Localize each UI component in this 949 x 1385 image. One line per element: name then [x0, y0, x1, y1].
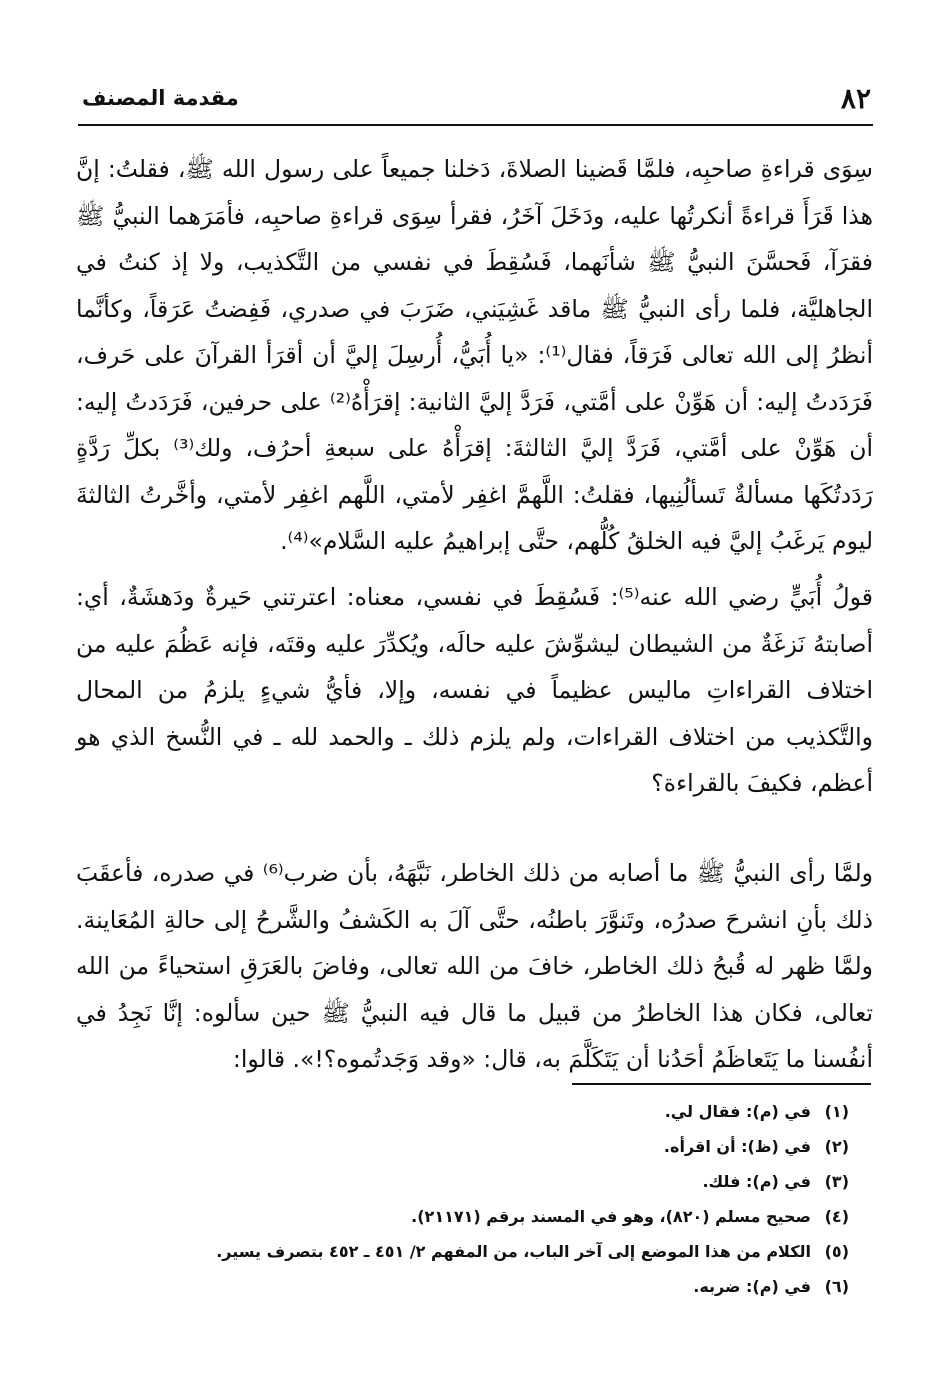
running-title: مقدمة المصنف: [82, 86, 239, 110]
footnote-text: الكلام من هذا الموضع إلى آخر الباب، من المفهم ٢/ ٤٥١ ـ ٤٥٢ بتصرف يسير.: [216, 1242, 811, 1261]
footnote-text: في (م): فلك.: [702, 1172, 811, 1191]
footnotes: [80, 1094, 849, 1304]
footnote-item: [80, 1234, 849, 1269]
footnote-text: في (ظ): أن اقرأه.: [663, 1137, 811, 1156]
main-text: [76, 146, 873, 1083]
footnote-item: [80, 1199, 849, 1234]
footnote-text: في (م): فقال لي.: [664, 1102, 811, 1121]
footnote-number: (٤): [824, 1207, 849, 1226]
footnote-text: في (م): ضربه.: [693, 1277, 811, 1296]
footnote-item: [80, 1164, 849, 1199]
footnote-number: (١): [824, 1102, 849, 1121]
paragraph-hadith: سِوَى قراءةِ صاحبِه، فلمَّا قَضينا الصلاةَ، دَخلنا جميعاً على رسول الله ﷺ، فقلتُ: إنَّ هذا قَرَأَ قراءةً أنكرتُها عليه، ودَخَلَ آخَرُ، فقرأ سِوَى قراءةِ صاحبِه، فأمَرَهما النبيُّ ﷺ فقرَآ، فَحسَّنَ النبيُّ ﷺ شأنَهما، فَسُقِطَ في نفسي من التَّكذيب، ولا إذ كنتُ في الجاهليَّة، فلما رأى النبيُّ ﷺ ماقد غَشِيَني، ضَرَبَ في صدري، فَفِضتُ عَرَقاً، وكأنَّما أنظرُ إلى الله تعالى فَرَقاً، فقال⁽¹⁾: «يا أُبَيُّ، أُرسِلَ إليَّ أن أقرَأ القرآنَ على حَرف، فَرَدَدتُ إليه: أن هَوِّنْ على أمَّتي، فَرَدَّ إليَّ الثانية: إقرَأْهُ⁽²⁾ على حرفين، فَرَدَدتُ إليه: أن هَوِّنْ على أمَّتي، فَرَدَّ إليَّ الثالثةَ: إقرَأْهُ على سبعةِ أحرُف، ولك⁽³⁾ بكلِّ رَدَّةٍ رَدَدتُكَها مسألةٌ تَسألُنِيها، فقلتُ: اللَّهمَّ اغفِر لأمتي، اللَّهم اغفِر لأمتي، وأخَّرتُ الثالثةَ ليوم يَرغَبُ إليَّ فيه الخلقُ كُلُّهم، حتَّى إبراهيمُ عليه السَّلام»⁽⁴⁾.: [76, 155, 874, 555]
footnote-item: [80, 1269, 849, 1304]
footnote-number: (٥): [824, 1242, 849, 1261]
footnote-number: (٢): [824, 1137, 849, 1156]
footnote-number: (٦): [824, 1277, 849, 1296]
footnote-item: [80, 1129, 849, 1164]
footnote-number: (٣): [824, 1172, 849, 1191]
paragraph-commentary: قولُ أُبَيٍّ رضي الله عنه⁽⁵⁾: فَسُقِطَ في نفسي، معناه: اعترتني حَيرةٌ ودَهشَةٌ، أي: أصابتهُ نَزغَةٌ من الشيطان ليشوِّشَ عليه حالَه، ويُكدِّرَ عليه وقتَه، فإنه عَظُمَ عليه من اختلاف القراءاتِ ماليس عظيماً في نفسه، وإلا، فأيُّ شيءٍ يلزمُ من المحال والتَّكذيب من اختلاف القراءات، ولم يلزم ذلك ـ والحمد لله ـ في النُّسخ الذي هو أعظم، فكيفَ بالقراءة؟: [76, 583, 873, 797]
footnote-item: [80, 1094, 849, 1129]
page-header: [78, 82, 873, 126]
paragraph-explanation: ولمَّا رأى النبيُّ ﷺ ما أصابه من ذلك الخاطر، نَبَّهَهُ، بأن ضرب⁽⁶⁾ في صدره، فأعقَبَ ذلك بأنِ انشرحَ صدرُه، وتَنوَّرَ باطنُه، حتَّى آلَ به الكَشفُ والشَّرحُ إلى حالةِ المُعَاينة. ولمَّا ظهر له قُبحُ ذلك الخاطر، خافَ من الله تعالى، وفاضَ بالعَرَقِ استحياءً من الله تعالى، فكان هذا الخاطرُ من قبيل ما قال فيه النبيُّ ﷺ حين سألوه: إنَّا نَجِدُ في أنفُسنا ما يَتَعاظَمُ أحَدُنا أن يَتَكَلَّمَ به، قال: «وقد وَجَدتُموه؟!». قالوا:: [76, 859, 873, 1073]
footnote-separator: [572, 1083, 871, 1085]
footnote-text: صحيح مسلم (٨٢٠)، وهو في المسند برقم (٢١١٧١).: [411, 1207, 811, 1226]
page-number: ٨٢: [840, 82, 871, 115]
